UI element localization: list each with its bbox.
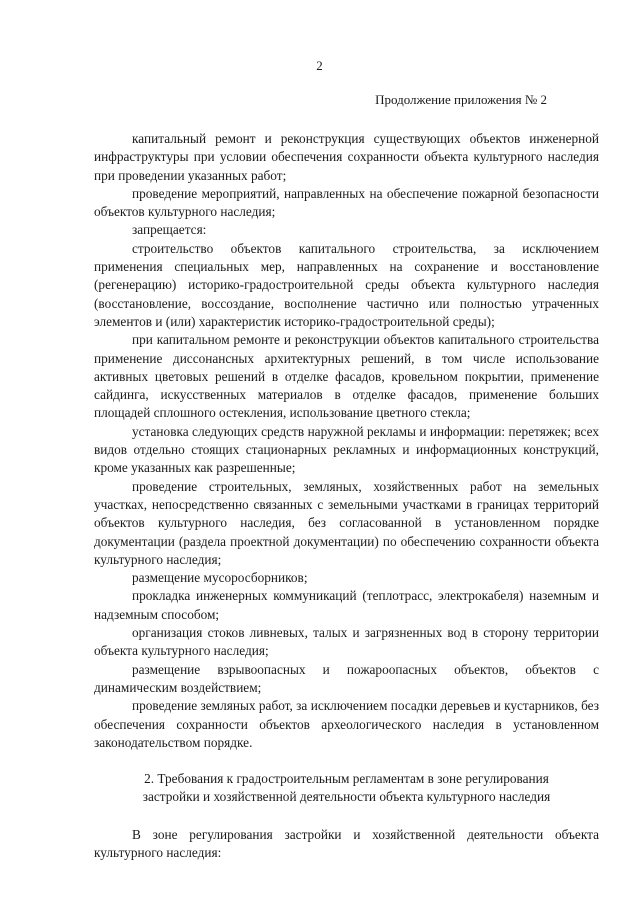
appendix-continuation-note: Продолжение приложения № 2 — [375, 92, 547, 107]
paragraph: при капитальном ремонте и реконструкции объектов капитального строительства применение диссонансных архитектурных решений, в том числе использование активных цветовых решений в отделке фасадов, кровельном покрытии, применение сайдинга, искусственных материалов в отделке фасадов, применение больших площадей сплошного остекления, использование цветного стекла; — [94, 332, 599, 421]
paragraph: проведение строительных, земляных, хозяйственных работ на земельных участках, непосредственно связанных с земельными участками в границах территорий объектов культурного наследия, без согласованной в установленном порядке документации (раздела проектной документации) по обеспечению сохранности объекта культурного наследия; — [94, 478, 599, 567]
paragraph: установка следующих средств наружной рекламы и информации: перетяжек; всех видов отдельно стоящих стационарных рекламных и информационных конструкций, кроме указанных как разрешенные; — [94, 423, 599, 476]
paragraph: размещение мусоросборников; — [132, 570, 308, 586]
paragraph: строительство объектов капитального строительства, за исключением применения специальных мер, направленных на сохранение и восстановление (регенерацию) историко-градостроительной среды объекта культурного наследия (восстановление, воссоздание, восполнение частично или полностью утраченных элементов и (или) характеристик историко-градостроительной среды); — [94, 240, 599, 329]
section-intro-paragraph: В зоне регулирования застройки и хозяйственной деятельности объекта культурного наследия: — [94, 827, 599, 861]
paragraph: размещение взрывоопасных и пожароопасных объектов, объектов с динамическим воздействием; — [94, 661, 599, 695]
paragraph: проведение мероприятий, направленных на обеспечение пожарной безопасности объектов культурного наследия; — [94, 185, 599, 220]
section-heading-line: застройки и хозяйственной деятельности объекта культурного наследия — [142, 789, 551, 805]
paragraph: капитальный ремонт и реконструкция существующих объектов инженерной инфраструктуры при условии обеспечения сохранности объекта культурного наследия при проведении указанных работ; — [94, 131, 599, 183]
section-heading-line: 2. Требования к градостроительным регламентам в зоне регулирования — [144, 771, 549, 787]
paragraph: проведение земляных работ, за исключением посадки деревьев и кустарников, без обеспечения сохранности объектов археологического наследия в установленном законодательством порядке. — [94, 698, 599, 750]
section-heading — [94, 770, 599, 806]
document-body — [94, 130, 599, 863]
page-number: 2 — [316, 58, 323, 73]
paragraph: прокладка инженерных коммуникаций (теплотрасс, электрокабеля) наземным и надземным способом; — [94, 588, 599, 622]
paragraph: запрещается: — [132, 222, 207, 238]
paragraph: организация стоков ливневых, талых и загрязненных вод в сторону территории объекта культурного наследия; — [94, 625, 599, 659]
